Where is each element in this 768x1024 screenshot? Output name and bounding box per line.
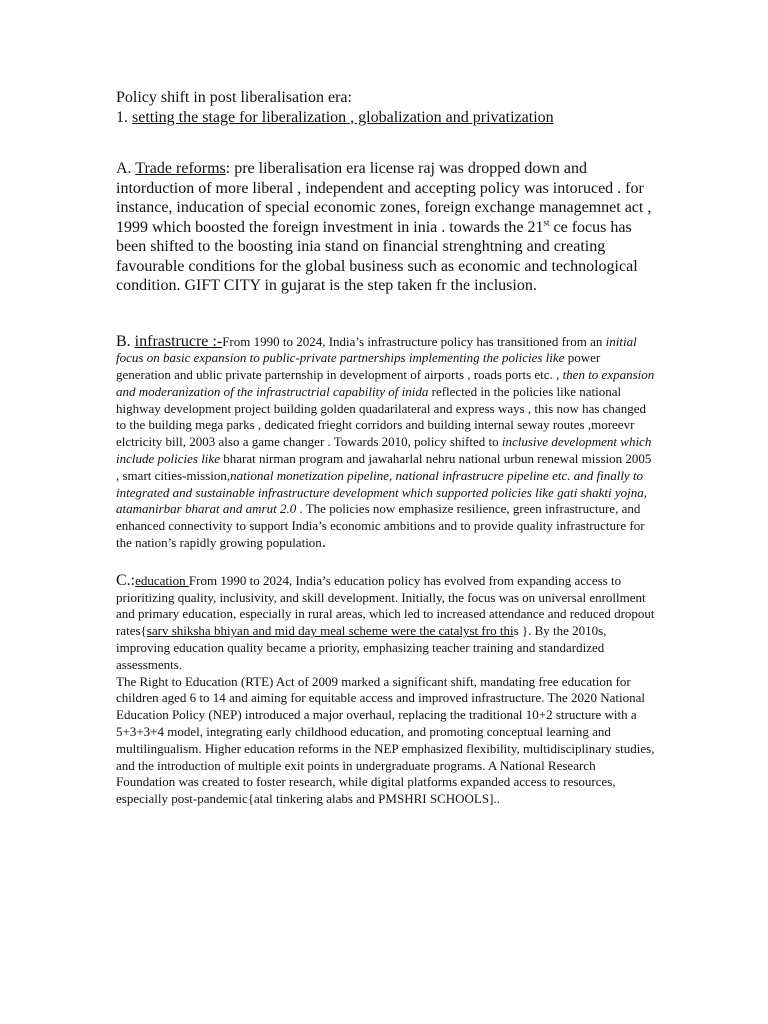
section-b-text-3: reflected in the policies like national highway development project building golden quadarilateral and express ways , this now has changed to the building mega parks , dedicated frieght corridors and building internal seway routes ,moreevr elctricity bill, 2003 also a game changer . Towards 2010, policy shifted to xyxy=(116,383,646,450)
section-a-text-1: : pre liberalisation era license raj was dropped down and intorduction of more liberal , independent and accepting policy was intoruced . for instance, inducation of special economic zones, foreign exchange managemnet act , 1999 which boosted the foreign investment in inia . towards the 21 xyxy=(116,160,652,236)
section-a-superscript: st xyxy=(543,217,550,228)
section-c-prefix: C.: xyxy=(116,571,136,589)
section-b-text-1: From 1990 to 2024, India’s infrastructure policy has transitioned from an xyxy=(222,333,606,349)
section-a-heading: Trade reforms xyxy=(135,160,226,177)
document-subtitle xyxy=(116,108,656,128)
document-page xyxy=(116,88,656,808)
section-trade-reforms xyxy=(116,159,656,296)
section-b-prefix: B. xyxy=(116,332,135,350)
section-b-italic-3: inclusive development which include policies like xyxy=(116,434,652,467)
section-c-text-1: From 1990 to 2024, India’s education policy has evolved from expanding access to prioritizing quality, inclusivity, and skill development. Initially, the focus was on universal enrollment and primary education, especially in rural areas, which led to increased attendance and reduced dropout rates{ xyxy=(116,572,655,639)
subtitle-number: 1. xyxy=(116,108,132,126)
section-b-text-4: bharat nirman program and jawaharlal nehru national urbun renewal mission 2005 , smart cities-mission, xyxy=(116,451,652,483)
section-a-prefix: A. xyxy=(116,160,136,177)
document-title: Policy shift in post liberalisation era: xyxy=(116,89,352,106)
section-c-underlined: sarv shiksha bhiyan and mid day meal scheme were the catalyst fro thi xyxy=(146,623,514,639)
section-b-heading: infrastrucre :- xyxy=(134,332,223,350)
section-a-text-2: ce focus has been shifted to the boosting inia stand on financial strenghtning and creating favourable conditions for the global business such as economic and technological condition. GIFT CITY in gujarat is the step taken fr the inclusion. xyxy=(116,218,638,294)
subtitle-text: setting the stage for liberalization , globalization and privatization xyxy=(132,108,554,126)
section-b-text-2: power generation and ublic private parternship in development of airports , roads ports etc. xyxy=(116,350,601,383)
section-c-text-2: s }. By the 2010s, improving education quality became a priority, emphasizing teacher training and standardized assessments. xyxy=(116,623,607,672)
title-block xyxy=(116,88,656,127)
section-c-heading: education xyxy=(135,572,189,588)
section-infrastructure xyxy=(116,334,656,552)
section-b-italic-1: initial focus on basic expansion to public-private partnerships implementing the policies like xyxy=(116,333,637,366)
section-b-italic-4: national monetization pipeline, national infrastrucre pipeline etc. and finally to integrated and sustainable infrastructure development which supported policies like gati shakti yojna, atamanirbar bharat and amrut 2.0 xyxy=(116,467,648,517)
section-b-end: . xyxy=(321,534,326,552)
section-education-paragraph-2: The Right to Education (RTE) Act of 2009 marked a significant shift, mandating free education for children aged 6 to 14 and aiming for equitable access and improved infrastructure. The 2020 National Education Policy (NEP) introduced a major overhaul, replacing the traditional 10+2 structure with a 5+3+3+4 model, integrating early childhood education, and promoting conceptual learning and multilingualism. Higher education reforms in the NEP emphasized flexibility, multidisciplinary studies, and the introduction of multiple exit points in undergraduate programs. A National Research Foundation was created to foster research, while digital platforms expanded access to resources, especially post-pandemic{atal tinkering alabs and PMSHRI SCHOOLS].. xyxy=(116,673,655,807)
section-b-text-5: . The policies now emphasize resilience, green infrastructure, and enhanced connectivity to support India’s economic ambitions and to provide quality infrastructure for the nation’s rapidly growing population xyxy=(116,501,645,551)
section-b-italic-2: , then to expansion and moderanization of the infrastructrial capability of inida xyxy=(116,367,655,399)
section-education xyxy=(116,573,656,674)
